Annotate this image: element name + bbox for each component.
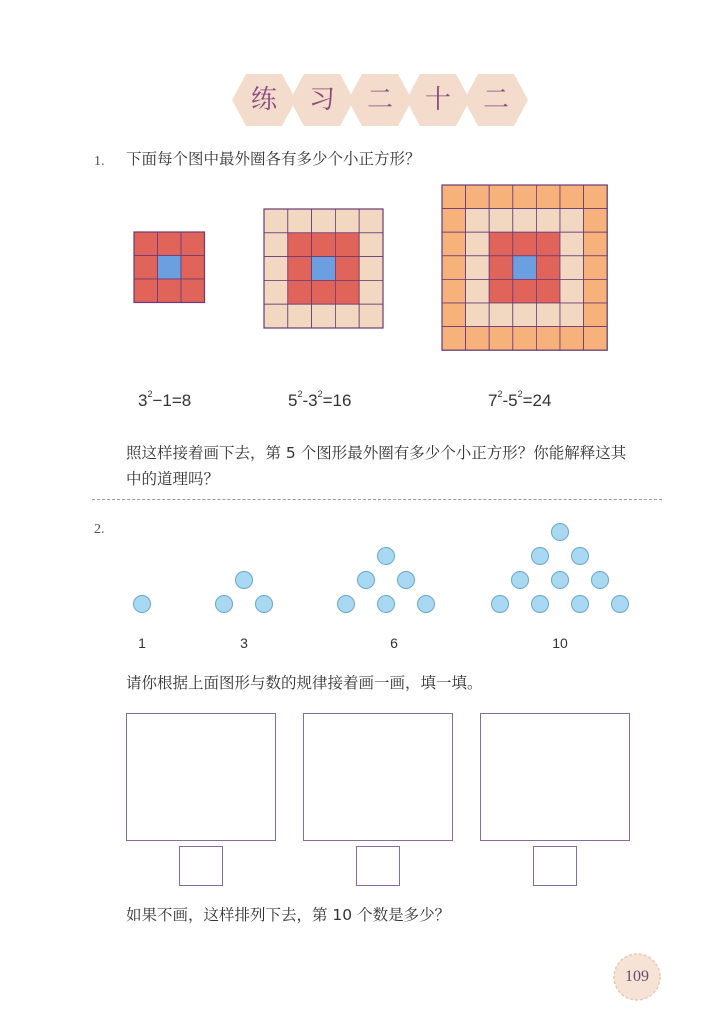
title-char: 习	[308, 85, 335, 115]
title-char: 二	[366, 85, 393, 115]
page-number-badge	[612, 952, 662, 1002]
grid-cell	[181, 256, 205, 280]
question-1-text: 下面每个图中最外圈各有多少个小正方形？	[126, 150, 421, 168]
grid-cell	[560, 279, 584, 303]
dot	[133, 595, 151, 613]
grid-cell	[442, 256, 466, 280]
grid-cell	[560, 327, 584, 351]
triangle-label-1: 1	[138, 635, 146, 651]
grid-cell	[335, 209, 359, 233]
question-2-followup: 如果不画，这样排列下去，第 10 个数是多少？	[126, 906, 451, 924]
grid-cell	[584, 232, 608, 256]
grid-cell	[513, 303, 537, 327]
grid-cell	[288, 257, 312, 281]
question-1-followup-line-1: 照这样接着画下去，第 5 个图形最外圈有多少个小正方形？你能解释这其	[126, 444, 627, 462]
section-divider	[92, 499, 662, 500]
grid-cell	[442, 232, 466, 256]
grid-cell	[442, 209, 466, 233]
grid-cell	[288, 304, 312, 328]
question-1-number: 1.	[94, 154, 105, 169]
grid-cell	[264, 257, 288, 281]
question-2-number: 2.	[94, 522, 105, 537]
dot	[591, 571, 609, 589]
grid-cell	[466, 256, 490, 280]
title-char: 练	[250, 85, 277, 115]
grid-cell	[181, 232, 205, 256]
grid-cell	[158, 232, 182, 256]
question-2-instruction: 请你根据上面图形与数的规律接着画一画，填一填。	[126, 674, 483, 692]
grid-cell	[536, 279, 560, 303]
page-number: 109	[625, 968, 649, 985]
triangle-label-2: 3	[240, 635, 248, 651]
grid-cell	[584, 209, 608, 233]
grid-cell	[513, 232, 537, 256]
grid-cell	[466, 303, 490, 327]
grid-cell	[359, 233, 383, 257]
grid-cell	[489, 185, 513, 209]
dot	[531, 547, 549, 565]
grid-cell	[335, 233, 359, 257]
dot	[397, 571, 415, 589]
dot	[235, 571, 253, 589]
grid-cell	[584, 303, 608, 327]
grid-cell	[466, 279, 490, 303]
grid-cell	[288, 209, 312, 233]
grid-cell	[359, 280, 383, 304]
grid-cell	[560, 232, 584, 256]
grid-cell	[442, 327, 466, 351]
grid-cell	[513, 279, 537, 303]
grid-cell	[312, 257, 336, 281]
grid-7x7	[442, 185, 607, 350]
grid-cell	[513, 327, 537, 351]
grid-cell	[466, 209, 490, 233]
dot	[417, 595, 435, 613]
grid-cell	[264, 209, 288, 233]
grid-cell	[584, 327, 608, 351]
grid-cell	[584, 185, 608, 209]
grid-cell	[536, 232, 560, 256]
grid-cell	[489, 256, 513, 280]
grid-cell	[359, 209, 383, 233]
answer-box-1[interactable]	[179, 846, 223, 886]
grid-cell	[584, 279, 608, 303]
grid-cell	[466, 232, 490, 256]
dot	[377, 547, 395, 565]
title-char: 二	[482, 85, 509, 115]
grid-cell	[288, 280, 312, 304]
grid-cell	[536, 185, 560, 209]
dot	[377, 595, 395, 613]
grid-cell	[134, 232, 158, 256]
title-char: 十	[424, 85, 451, 115]
dot	[357, 571, 375, 589]
square-grid-figures	[0, 0, 724, 420]
dot	[551, 571, 569, 589]
grid-cell	[312, 233, 336, 257]
dot	[571, 595, 589, 613]
dot	[511, 571, 529, 589]
grid-cell	[489, 327, 513, 351]
grid-cell	[442, 303, 466, 327]
grid-cell	[442, 279, 466, 303]
grid-cell	[158, 256, 182, 280]
grid-cell	[312, 280, 336, 304]
grid-5x5	[264, 209, 383, 328]
grid-cell	[312, 209, 336, 233]
grid-cell	[584, 256, 608, 280]
formula-3: $7^2-5^2=24$	[488, 389, 552, 410]
grid-cell	[335, 304, 359, 328]
grid-cell	[466, 185, 490, 209]
drawing-box-3[interactable]	[480, 713, 630, 841]
grid-cell	[489, 232, 513, 256]
dot	[255, 595, 273, 613]
grid-cell	[560, 209, 584, 233]
grid-cell	[335, 280, 359, 304]
drawing-box-2[interactable]	[303, 713, 453, 841]
grid-cell	[513, 185, 537, 209]
grid-3x3	[134, 232, 205, 303]
dot	[571, 547, 589, 565]
grid-cell	[158, 279, 182, 303]
question-1-followup-line-2: 中的道理吗？	[126, 470, 220, 488]
grid-cell	[560, 256, 584, 280]
grid-cell	[513, 256, 537, 280]
grid-cell	[134, 279, 158, 303]
grid-cell	[264, 304, 288, 328]
grid-cell	[536, 303, 560, 327]
grid-cell	[560, 185, 584, 209]
grid-cell	[536, 209, 560, 233]
grid-cell	[335, 257, 359, 281]
answer-box-3[interactable]	[533, 846, 577, 886]
grid-cell	[312, 304, 336, 328]
answer-box-2[interactable]	[356, 846, 400, 886]
grid-cell	[536, 256, 560, 280]
dot	[337, 595, 355, 613]
grid-cell	[513, 209, 537, 233]
grid-cell	[134, 256, 158, 280]
grid-cell	[181, 279, 205, 303]
grid-cell	[489, 279, 513, 303]
grid-cell	[288, 233, 312, 257]
grid-cell	[359, 257, 383, 281]
grid-cell	[560, 303, 584, 327]
dot	[215, 595, 233, 613]
dot	[491, 595, 509, 613]
grid-cell	[489, 209, 513, 233]
formula-1: $3^2-1=8$	[138, 389, 192, 410]
triangle-label-4: 10	[552, 635, 568, 651]
grid-cell	[264, 280, 288, 304]
dot	[611, 595, 629, 613]
triangle-label-3: 6	[390, 635, 398, 651]
grid-cell	[359, 304, 383, 328]
formula-2: $5^2-3^2=16$	[288, 389, 352, 410]
drawing-box-1[interactable]	[126, 713, 276, 841]
grid-cell	[466, 327, 490, 351]
dot	[551, 523, 569, 541]
grid-cell	[536, 327, 560, 351]
grid-cell	[489, 303, 513, 327]
grid-cell	[442, 185, 466, 209]
grid-cell	[264, 233, 288, 257]
dot	[531, 595, 549, 613]
